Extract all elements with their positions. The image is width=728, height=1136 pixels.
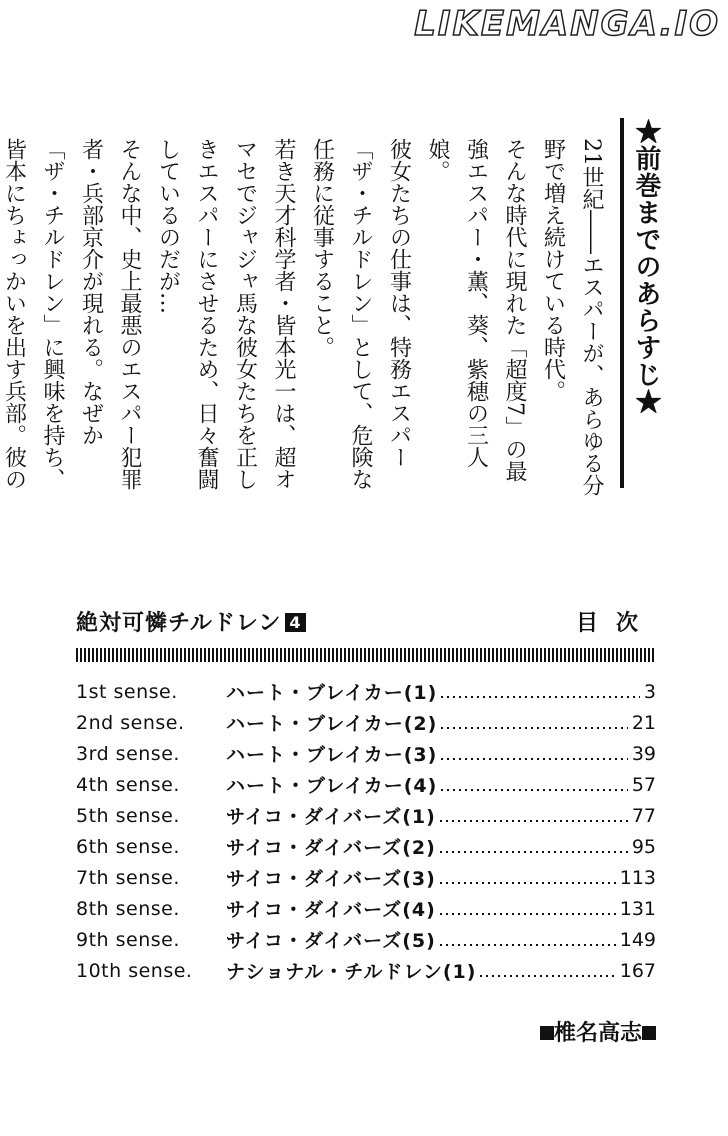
chapter-number: 1st sense. [76, 680, 178, 703]
chapter-number: 9th sense. [76, 928, 180, 951]
chapter-title: ハート・ブレイカー(4) [226, 775, 438, 797]
chapter-number: 6th sense. [76, 835, 180, 858]
dot-leader [440, 944, 616, 946]
toc-entry[interactable] [76, 893, 656, 924]
page-number: 95 [631, 835, 656, 858]
chapter-title: ハート・ブレイカー(1) [226, 682, 438, 704]
square-icon [642, 1026, 656, 1040]
chapter-number: 3rd sense. [76, 742, 180, 765]
chapter-title: サイコ・ダイバーズ(3) [226, 868, 436, 890]
toc-entry[interactable] [76, 738, 656, 769]
chapter-number: 7th sense. [76, 866, 180, 889]
author-text: 椎名高志 [553, 1021, 642, 1046]
author-name [540, 1016, 656, 1047]
volume-badge: 4 [285, 613, 305, 632]
synopsis-paragraph: そんな時代に現れた「超度7」の最強エスパー・薫、葵、紫穂の三人娘。 [425, 138, 527, 482]
dot-leader [440, 820, 628, 822]
toc-entry[interactable] [76, 676, 656, 707]
synopsis-heading: ★前巻までのあらすじ★ [620, 118, 664, 488]
toc-label: 目次 [575, 611, 656, 636]
dot-leader [440, 851, 628, 853]
chapter-number: 4th sense. [76, 773, 180, 796]
chapter-title: ハート・ブレイカー(2) [226, 713, 438, 735]
dot-leader [441, 696, 640, 698]
chapter-title: サイコ・ダイバーズ(4) [226, 899, 436, 921]
book-title-text: 絶対可憐チルドレン [76, 611, 282, 636]
dot-leader [440, 882, 616, 884]
dot-leader [440, 913, 616, 915]
toc-entry[interactable] [76, 862, 656, 893]
watermark: LIKEMANGA.IO [414, 4, 720, 44]
page-number: 3 [643, 680, 656, 703]
chapter-title: サイコ・ダイバーズ(2) [226, 837, 436, 859]
synopsis-paragraph: 若き天才科学者・皆本光一は、超オマセでジャジャ馬な彼女たちを正しきエスパーにさせるため、日々奮闘しているのだが… [155, 138, 296, 490]
chapter-title: ハート・ブレイカー(3) [226, 744, 438, 766]
synopsis-paragraph: 彼女たちの仕事は、特務エスパー「ザ・チルドレン」として、危険な任務に従事すること。 [309, 138, 412, 490]
synopsis-paragraph: 21世紀――エスパーが、あらゆる分野で増え続けている時代。 [540, 138, 604, 496]
toc-list [76, 676, 656, 986]
synopsis-body [1, 138, 610, 498]
page-number: 149 [619, 928, 656, 951]
page-number: 113 [619, 866, 656, 889]
dot-leader [441, 789, 628, 791]
toc-entry[interactable] [76, 955, 656, 986]
page-number: 77 [631, 804, 656, 827]
toc-header [76, 606, 656, 640]
page-number: 167 [619, 959, 656, 982]
chapter-number: 2nd sense. [76, 711, 185, 734]
dot-leader [480, 975, 615, 977]
square-icon [540, 1026, 554, 1040]
page-number: 21 [631, 711, 656, 734]
toc-entry[interactable] [76, 707, 656, 738]
divider [76, 648, 656, 662]
toc-entry[interactable] [76, 800, 656, 831]
toc-entry[interactable] [76, 831, 656, 862]
chapter-number: 8th sense. [76, 897, 180, 920]
dot-leader [441, 727, 628, 729]
page-number: 57 [631, 773, 656, 796]
page-number: 39 [631, 742, 656, 765]
chapter-title: ナショナル・チルドレン(1) [226, 961, 477, 983]
chapter-number: 10th sense. [76, 959, 193, 982]
toc-entry[interactable] [76, 769, 656, 800]
book-title [76, 606, 306, 637]
chapter-title: サイコ・ダイバーズ(5) [226, 930, 436, 952]
toc-entry[interactable] [76, 924, 656, 955]
chapter-title: サイコ・ダイバーズ(1) [226, 806, 436, 828]
chapter-number: 5th sense. [76, 804, 180, 827]
page-number: 131 [619, 897, 656, 920]
dot-leader [441, 758, 628, 760]
synopsis-paragraph: そんな中、史上最悪のエスパー犯罪者・兵部京介が現れる。なぜか「ザ・チルドレン」に興味を持ち、皆本にちょっかいを出す兵部。彼の [1, 138, 142, 490]
